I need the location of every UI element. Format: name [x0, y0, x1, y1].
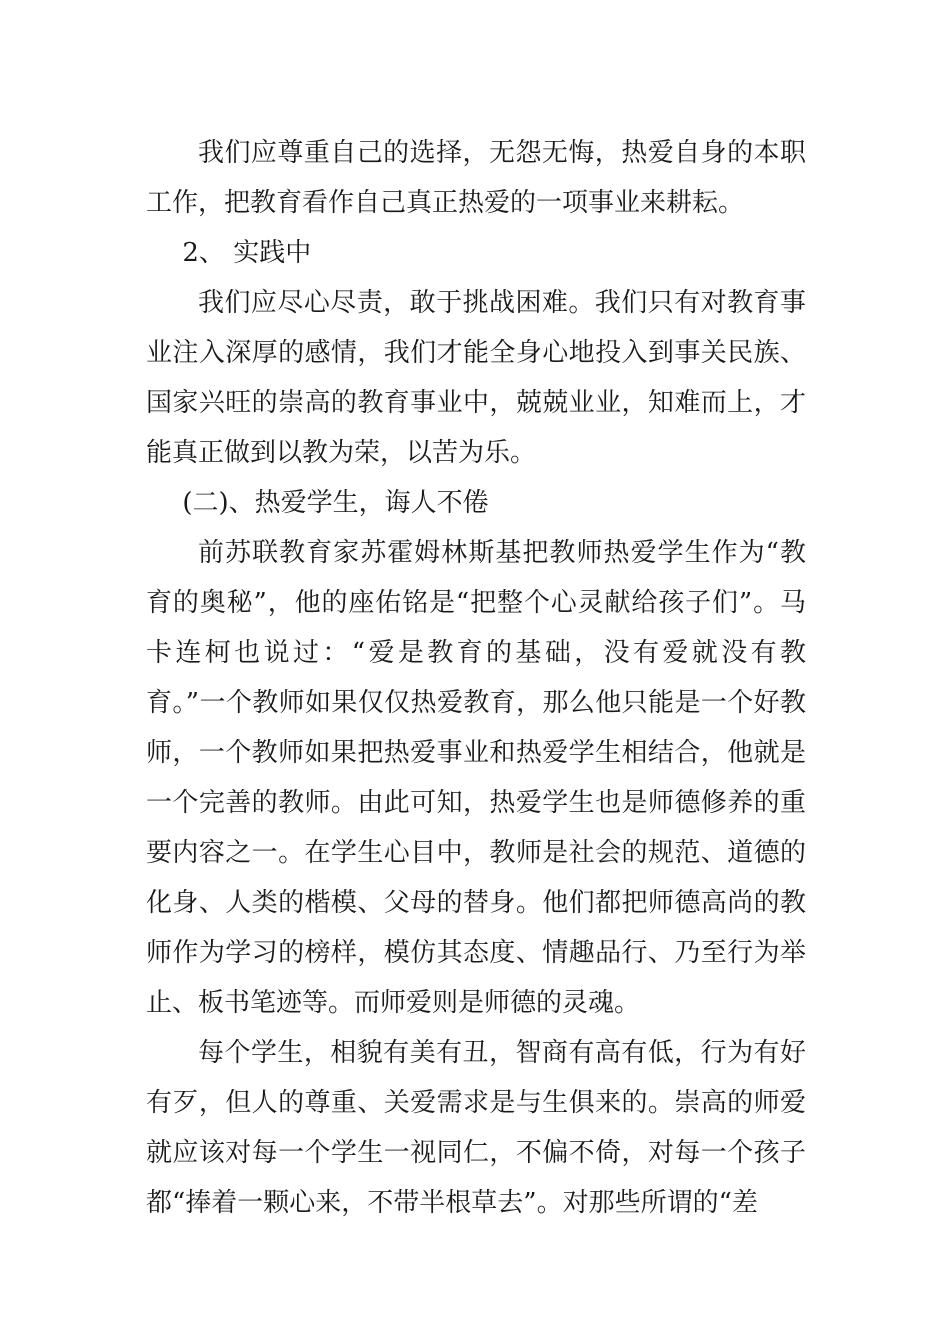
- paragraph-respect-choice: 我们应尊重自己的选择，无怨无悔，热爱自身的本职工作，把教育看作自己真正热爱的一项事业来耕耘。: [146, 138, 806, 218]
- document-body: [146, 128, 806, 1228]
- paragraph-sukhomlinsky: 前苏联教育家苏霍姆林斯基把教师热爱学生作为“教育的奥秘”，他的座佑铭是“把整个心灵献给孩子们”。马卡连柯也说过：“爱是教育的基础，没有爱就没有教育。”一个教师如果仅仅热爱教育，那么他只能是一个好教师，一个教师如果把热爱事业和热爱学生相结合，他就是一个完善的教师。由此可知，热爱学生也是师德修养的重要内容之一。在学生心目中，教师是社会的规范、道德的化身、人类的楷模、父母的替身。他们都把师德高尚的教师作为学习的榜样，模仿其态度、情趣品行、乃至行为举止、板书笔迹等。而师爱则是师德的灵魂。: [146, 538, 806, 1018]
- section-heading-practice: 2、 实践中: [182, 238, 312, 268]
- paragraph-dedication: 我们应尽心尽责，敢于挑战困难。我们只有对教育事业注入深厚的感情，我们才能全身心地投入到事关民族、国家兴旺的崇高的教育事业中，兢兢业业，知难而上，才能真正做到以教为荣，以苦为乐。: [146, 288, 806, 468]
- paragraph-every-student: 每个学生，相貌有美有丑，智商有高有低，行为有好有歹，但人的尊重、关爱需求是与生俱来的。崇高的师爱就应该对每一个学生一视同仁，不偏不倚，对每一个孩子都“捧着一颗心来，不带半根草去”。对那些所谓的“差: [146, 1038, 806, 1218]
- section-heading-love-students: (二)、热爱学生，诲人不倦: [182, 488, 489, 518]
